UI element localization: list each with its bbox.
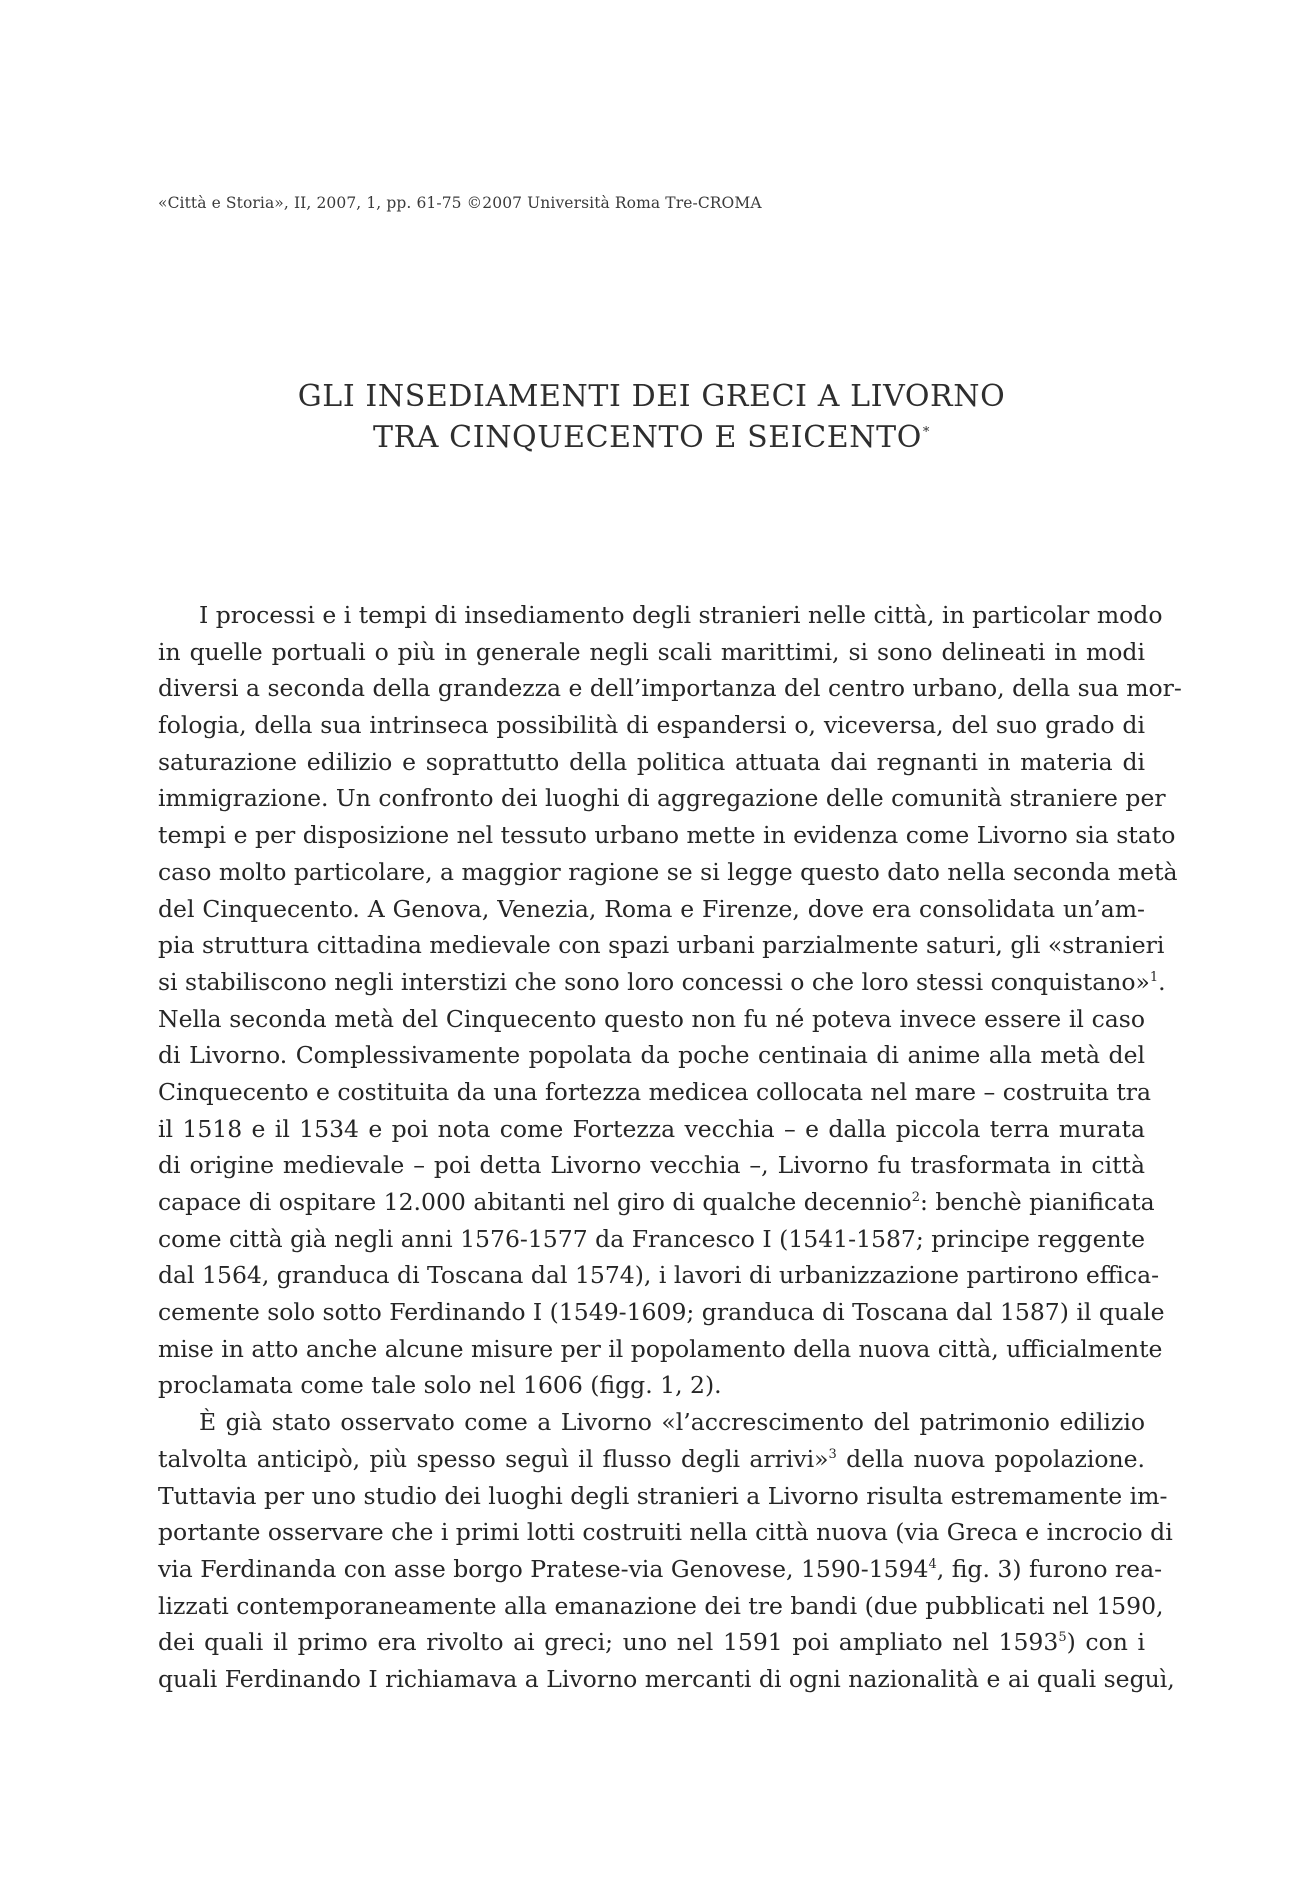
body-line (158, 1551, 1163, 1588)
footnote-ref-1[interactable]: 1 (1149, 970, 1159, 986)
body-line: immigrazione. Un confronto dei luoghi di aggregazione delle comunità straniere per (158, 784, 1166, 813)
body-line: del Cinquecento. A Genova, Venezia, Roma e Firenze, dove era consolidata un’am- (158, 894, 1145, 923)
body-line: portante osservare che i primi lotti costruiti nella città nuova (via Greca e incrocio di (158, 1518, 1173, 1547)
article-body (158, 597, 1182, 1698)
body-line: in quelle portuali o più in generale negli scali marittimi, si sono delineati in modi (158, 637, 1145, 666)
body-line: fologia, della sua intrinseca possibilità di espandersi o, viceversa, del suo grado di (158, 711, 1145, 740)
body-line-text: della nuova popolazione. (836, 1444, 1146, 1473)
body-line: diversi a seconda della grandezza e dell’importanza del centro urbano, della sua mor- (158, 674, 1182, 703)
body-line-text: talvolta anticipò, più spesso seguì il flusso degli arrivi» (158, 1444, 829, 1473)
article-title (158, 376, 1145, 458)
body-line: cemente solo sotto Ferdinando I (1549-1609; granduca di Toscana dal 1587) il quale (158, 1298, 1165, 1327)
body-line-text: dei quali il primo era rivolto ai greci; uno nel 1591 poi ampliato nel 1593 (158, 1628, 1059, 1657)
body-line: Nella seconda metà del Cinquecento questo non fu né poteva invece essere il caso (158, 1004, 1145, 1033)
body-line: mise in atto anche alcune misure per il popolamento della nuova città, ufficialmente (158, 1334, 1163, 1363)
title-footnote-mark: * (922, 425, 931, 440)
body-line-text: via Ferdinanda con asse borgo Pratese-via Genovese, 1590-1594 (158, 1554, 929, 1583)
title-line-2-text: TRA CINQUECENTO E SEICENTO (372, 420, 922, 455)
footnote-ref-3[interactable]: 3 (828, 1446, 837, 1462)
body-line: come città già negli anni 1576-1577 da Francesco I (1541-1587; principe reggente (158, 1224, 1145, 1253)
body-line: Tuttavia per uno studio dei luoghi degli stranieri a Livorno risulta estremamente im- (158, 1481, 1168, 1510)
title-line-2 (158, 417, 1145, 458)
body-line: pia struttura cittadina medievale con spazi urbani parzialmente saturi, gli «stranieri (158, 931, 1165, 960)
footnote-ref-2[interactable]: 2 (911, 1190, 920, 1206)
body-line-text: ) con i (1066, 1628, 1145, 1657)
body-line (158, 964, 1166, 1001)
body-line: dal 1564, granduca di Toscana dal 1574), i lavori di urbanizzazione partirono effica- (158, 1261, 1160, 1290)
running-head: «Città e Storia», II, 2007, 1, pp. 61-75 ©2007 Università Roma Tre-CROMA (158, 194, 762, 212)
body-line-text: capace di ospitare 12.000 abitanti nel giro di qualche decennio (158, 1188, 912, 1216)
footnote-ref-4[interactable]: 4 (928, 1557, 937, 1573)
body-line (158, 1441, 1145, 1478)
body-line (158, 1624, 1145, 1661)
body-line-text: si stabiliscono negli interstizi che sono loro concessi o che loro stessi conquistano» (158, 967, 1150, 996)
title-line-1: GLI INSEDIAMENTI DEI GRECI A LIVORNO (297, 379, 1006, 414)
body-line: caso molto particolare, a maggior ragione se si legge questo dato nella seconda metà (158, 857, 1178, 886)
body-line: saturazione edilizio e soprattutto della politica attuata dai regnanti in materia di (158, 747, 1145, 776)
body-line-text: . (1158, 967, 1166, 996)
body-line: il 1518 e il 1534 e poi nota come Fortezza vecchia – e dalla piccola terra murata (158, 1114, 1145, 1143)
body-line: Cinquecento e costituita da una fortezza medicea collocata nel mare – costruita tra (158, 1077, 1152, 1106)
body-line: I processi e i tempi di insediamento degli stranieri nelle città, in particolar modo (199, 601, 1163, 629)
body-line: di origine medievale – poi detta Livorno vecchia –, Livorno fu trasformata in città (158, 1151, 1145, 1180)
body-line: di Livorno. Complessivamente popolata da poche centinaia di anime alla metà del (158, 1041, 1145, 1070)
body-line: tempi e per disposizione nel tessuto urbano mette in evidenza come Livorno sia stato (158, 821, 1176, 850)
body-line (158, 1184, 1155, 1221)
body-line-text: : benchè pianificata (920, 1188, 1155, 1216)
body-line-text: , fig. 3) furono rea- (936, 1554, 1163, 1583)
body-line: proclamata come tale solo nel 1606 (figg. 1, 2). (158, 1371, 722, 1400)
footnote-ref-5[interactable]: 5 (1058, 1630, 1067, 1646)
body-line: quali Ferdinando I richiamava a Livorno mercanti di ogni nazionalità e ai quali seguì, (158, 1664, 1175, 1693)
body-line: È già stato osservato come a Livorno «l’accrescimento del patrimonio edilizio (199, 1408, 1145, 1437)
body-line: lizzati contemporaneamente alla emanazione dei tre bandi (due pubblicati nel 1590, (158, 1591, 1164, 1620)
